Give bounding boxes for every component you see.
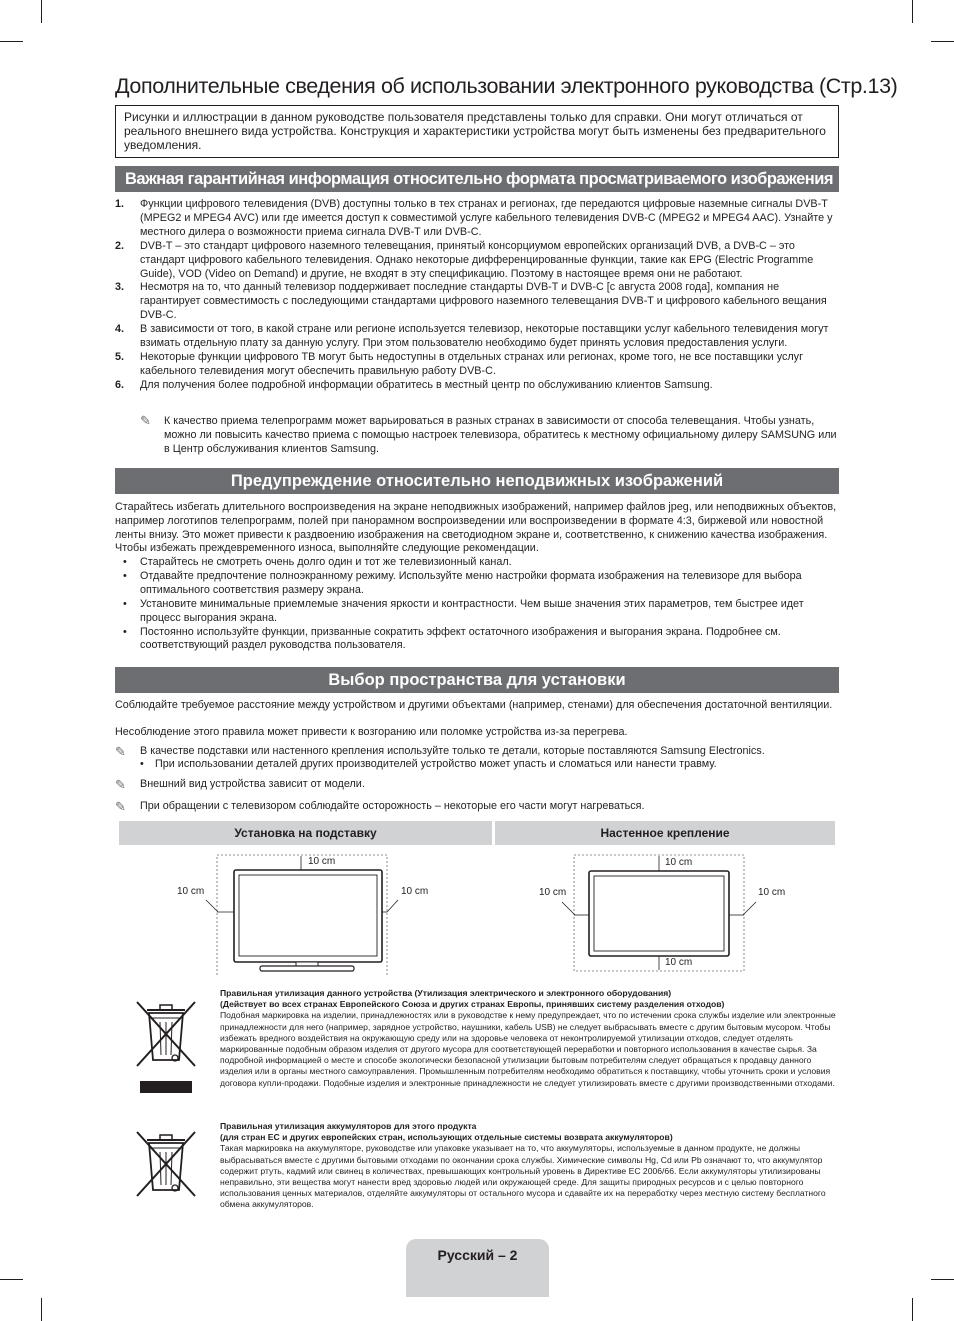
pencil-note-icon: ✎ — [115, 744, 126, 759]
dimension-label: 10 cm — [758, 887, 786, 898]
warranty-heading: Важная гарантийная информация относительно формата просматриваемого изображения — [115, 166, 839, 192]
battery-body: Такая маркировка на аккумуляторе, руководстве или упаковке указывает на то, что аккумуляторы, используемые в данном продукте, не должны выбрасываться вместе с другими бытовыми отходами по окончании срока службы. Химические символы Hg, Cd или Pb означают то, что аккумулятор содержит ртуть, кадмий или свинец в количествах, превышающих контрольный уровень в Директиве ЕС 2006/66. Если аккумуляторы утилизированы неправильно, эти вещества могут нанести вред здоровью людей или окружающей среде. Для защиты природных ресурсов и с целью повторного использования ценных материалов, отделяйте аккумуляторы от остального мусора и сдавайте их на переработку через местную систему бесплатного обмена аккумуляторов. — [220, 1143, 826, 1210]
item-number: 4. — [115, 323, 125, 336]
item-number: 5. — [115, 350, 125, 363]
install-note-sub: • При использовании деталей других производителей устройство может упасть и сломаться или нанести травму. — [140, 758, 840, 772]
dimension-label: 10 cm — [665, 957, 693, 968]
pencil-note-icon: ✎ — [115, 799, 126, 814]
dimension-label: 10 cm — [177, 886, 205, 897]
weee-body: Подобная маркировка на изделии, принадлежностях или в руководстве к нему предупреждает, что по истечении срока службы изделие или электронные принадлежности для него (например, зарядное устройство, наушники, кабель USB) не следует выбрасывать вместе с другим бытовым мусором. Чтобы избежать вредного воздействия на окружающую среду или на здоровье человека от неконтролируемой утилизации отходов, следует отделять маркированные подобным образом изделия от другого мусора для соответствующей переработки и повторного использования в качестве сырья. За подробной информацией о месте и способе экологически безопасной утилизации бытовым потребителям следует обращаться к продавцу данного изделия или в органы местного самоуправления. Промышленным потребителям необходимо обратиться к поставщику, чтобы уточнить сроки и условия договора купли-продажи. Подобные изделия и электронные принадлежности не следует утилизировать вместе с другими производственными отходами. — [220, 1010, 836, 1088]
crop-mark — [41, 0, 42, 23]
item-text: Некоторые функции цифрового ТВ могут быть недоступны в отдельных странах или регионах, кроме того, не все поставщики услуг кабельного телевидения могут обеспечить правильную работу DVB-C. — [140, 350, 804, 377]
still-image-bullets — [115, 556, 839, 653]
weee-title: Правильная утилизация данного устройства (Утилизация электрического и электронного оборудования) — [220, 988, 672, 998]
install-intro: Соблюдайте требуемое расстояние между устройством и другими объектами (например, стенами) для обеспечения достаточной вентиляции. — [115, 699, 833, 711]
list-item — [115, 198, 839, 240]
battery-title: Правильная утилизация аккумуляторов для этого продукта — [220, 1121, 477, 1131]
page-title: Дополнительные сведения об использовании электронного руководства (Стр.13) — [115, 74, 898, 98]
warranty-list — [115, 198, 839, 393]
install-note-appearance — [115, 778, 839, 792]
wall-column-header: Настенное крепление — [495, 821, 835, 845]
note-text: В качестве подставки или настенного крепления используйте только те детали, которые поставляются Samsung Electronics. — [140, 745, 765, 757]
crop-mark — [41, 1298, 42, 1321]
battery-text — [220, 1121, 838, 1211]
install-note-parts — [115, 745, 839, 759]
note-text: Внешний вид устройства зависит от модели. — [140, 778, 365, 790]
weee-bin-icon — [133, 1000, 199, 1101]
intro-note: Рисунки и иллюстрации в данном руководстве пользователя представлены только для справки. Они могут отличаться от реального внешнего вида устройства. Конструкция и характеристики устройства могут быть изменены без предварительного уведомления. — [115, 105, 839, 158]
list-item — [115, 281, 839, 323]
crop-mark — [912, 0, 913, 23]
list-item — [115, 323, 839, 351]
list-item: • Отдавайте предпочтение полноэкранному режиму. Используйте меню настройки формата изображения на телевизоре для выбора оптимального соответствия размеру экрана. — [115, 570, 839, 598]
list-item: • Установите минимальные приемлемые значения яркости и контрастности. Чем выше значения этих параметров, тем быстрее идет процесс выгорания экрана. — [115, 598, 839, 626]
note-text: К качество приема телепрограмм может варьироваться в разных странах в зависимости от способа телевещания. Чтобы узнать, можно ли повысить качество приема с помощью настроек телевизора, обратитесь к местному официальному дилеру SAMSUNG или в Центр обслуживания клиентов Samsung. — [164, 415, 837, 455]
note-text: При обращении с телевизором соблюдайте осторожность – некоторые его части могут нагреваться. — [140, 800, 645, 812]
stand-column-header: Установка на подставку — [119, 821, 492, 845]
dimension-label: 10 cm — [665, 857, 693, 868]
stand-tv-illustration — [170, 850, 450, 976]
still-image-heading: Предупреждение относительно неподвижных изображений — [115, 468, 839, 494]
item-text: Функции цифрового телевидения (DVB) доступны только в тех странах и регионах, где передаются цифровые наземные сигналы DVB-T (MPEG2 и MPEG4 AVC) или где имеется доступ к совместимой услуге кабельного телевидения DVB-C (MPEG2 и MPEG4 AAC). Узнайте у местного дилера о возможности приема сигнала DVB-T или DVB-C. — [140, 198, 833, 238]
list-item — [115, 351, 839, 379]
wall-diagram — [532, 850, 802, 976]
install-warning: Несоблюдение этого правила может привести к возгоранию или поломке устройства из-за перегрева. — [115, 726, 628, 738]
stand-diagram — [170, 850, 450, 976]
install-note-heat — [115, 800, 839, 814]
item-text: Для получения более подробной информации обратитесь в местный центр по обслуживанию клиентов Samsung. — [140, 378, 713, 391]
list-item — [115, 240, 839, 282]
still-image-intro: Старайтесь избегать длительного воспроизведения на экране неподвижных изображений, например файлов jpeg, или неподвижных объектов, например логотипов телепрограмм, полей при панорамном воспроизведении или воспроизведении в формате 4:3, биржевой или новостной ленты внизу. Это может привести к раздвоению изображения на светодиодном экране и, соответственно, к снижению качества изображения. Чтобы избежать преждевременного износа, выполняйте следующие рекомендации. — [115, 501, 837, 555]
battery-bin-icon — [133, 1130, 199, 1205]
dimension-label: 10 cm — [539, 887, 567, 898]
dimension-label: 10 cm — [401, 886, 429, 897]
crop-mark — [0, 1279, 23, 1280]
warranty-note — [140, 414, 840, 456]
crop-mark — [931, 41, 954, 42]
dimension-label: 10 cm — [308, 856, 336, 867]
item-number: 6. — [115, 378, 125, 391]
item-number: 3. — [115, 281, 125, 294]
page-number-tab: Русский – 2 — [406, 1239, 549, 1297]
crop-mark — [931, 1279, 954, 1280]
item-text: В зависимости от того, в какой стране или регионе используется телевизор, некоторые поставщики услуг кабельного телевидения могут взимать отдельную плату за данную услугу. При этом пользователю необходимо будет принять условия предоставления услуги. — [140, 323, 829, 350]
item-text: DVB-T – это стандарт цифрового наземного телевещания, принятый консорциумом европейских организаций DVB, а DVB-C – это стандарт цифрового кабельного телевидения. Однако некоторые дифференцированные функции, такие как EPG (Electric Programme Guide), VOD (Video on Demand) и другие, не входят в эту спецификацию. Поэтому в настоящее время они не работают. — [140, 239, 814, 280]
list-item: • Старайтесь не смотреть очень долго один и тот же телевизионный канал. — [115, 556, 839, 570]
battery-subtitle: (для стран ЕС и других европейских стран, использующих отдельные системы возврата аккумуляторов) — [220, 1132, 673, 1143]
pencil-note-icon: ✎ — [140, 413, 151, 428]
pencil-note-icon: ✎ — [115, 777, 126, 792]
crop-mark — [912, 1298, 913, 1321]
weee-text — [220, 988, 838, 1089]
item-number: 1. — [115, 198, 125, 210]
list-item: • Постоянно используйте функции, призванные сократить эффект остаточного изображения и выгорания экрана. Подробнее см. соответствующий раздел руководства пользователя. — [115, 626, 839, 654]
weee-subtitle: (Действует во всех странах Европейского Союза и других странах Европы, принявших систему разделения отходов) — [220, 999, 725, 1010]
crop-mark — [0, 41, 23, 42]
item-number: 2. — [115, 239, 125, 252]
item-text: Несмотря на то, что данный телевизор поддерживает последние стандарты DVB-T и DVB-C [с августа 2008 года], компания не гарантирует совместимость с последующими стандартами цифрового наземного телевещания DVB-T и цифрового кабельного вещания DVB-C. — [140, 281, 827, 322]
install-heading: Выбор пространства для установки — [115, 667, 839, 693]
list-item — [115, 379, 839, 393]
